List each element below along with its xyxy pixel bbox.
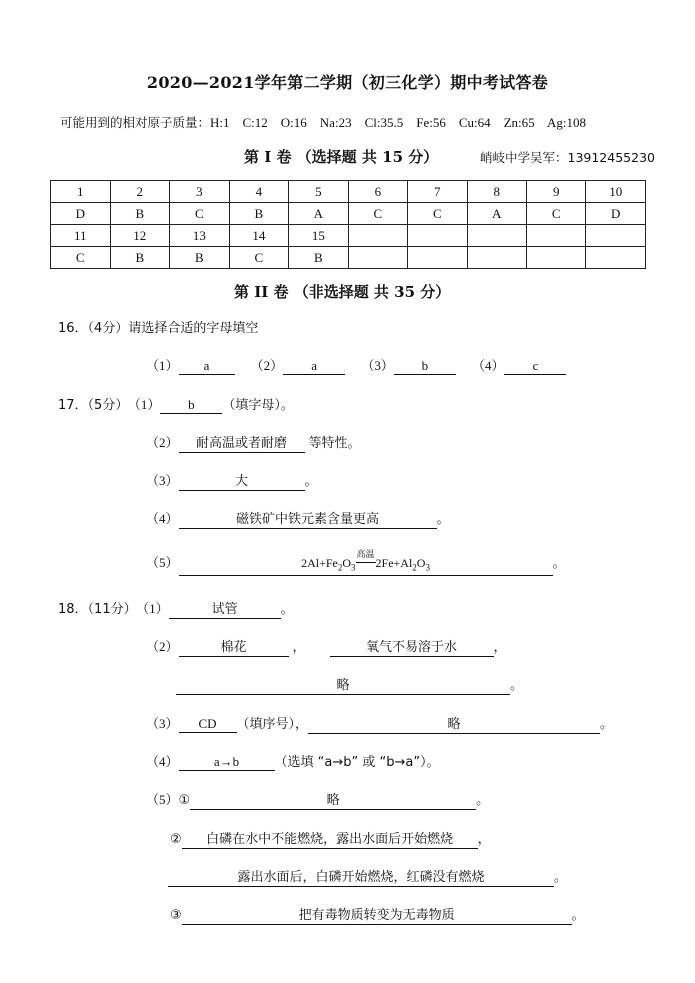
q16-label-1: （1）: [146, 358, 179, 373]
q17-row2: [146, 432, 361, 453]
table-cell: D: [51, 203, 111, 225]
table-cell: [586, 225, 646, 247]
q18-suffix-5-2b: 。: [554, 870, 568, 885]
table-cell: [526, 247, 585, 269]
table-cell: B: [229, 203, 289, 225]
q18-row2: [146, 636, 507, 657]
table-cell: [348, 225, 407, 247]
q17-row1: [58, 394, 294, 414]
q18-row2c: [176, 674, 523, 695]
q18-answer-2b: 氧气不易溶于水: [330, 640, 494, 657]
table-cell: A: [289, 203, 349, 225]
q16-answer-3: b: [394, 358, 456, 375]
section2-title: 第 II 卷 （非选择题 共 35 分）: [234, 283, 451, 301]
q18-suffix-3b: 。: [600, 717, 614, 732]
table-cell: C: [170, 203, 230, 225]
atomic-masses-label: 可能用到的相对原子质量：: [60, 115, 211, 130]
table-cell: 4: [229, 181, 289, 203]
eq-lhs1: 2Al+Fe: [301, 556, 338, 570]
table-cell: D: [586, 203, 646, 225]
eq-rhs1: 2Fe+Al: [375, 556, 413, 570]
q17-heading: 17．（5分）: [58, 398, 129, 413]
eq-rhs-sub2: 3: [425, 562, 430, 573]
table-cell: 15: [289, 225, 349, 247]
table-cell: [408, 247, 467, 269]
q17-label-1: （1）: [134, 397, 161, 412]
q18-suffix-5-2: ，: [477, 832, 491, 847]
q17-label-2: （2）: [146, 435, 179, 450]
q17-row4: [146, 508, 450, 529]
table-row: [51, 247, 646, 269]
q17-suffix-2: 等特性。: [308, 436, 361, 451]
table-cell: 1: [51, 181, 111, 203]
q17-answer-4: 磁铁矿中铁元素含量更高: [179, 512, 437, 529]
table-cell: B: [289, 247, 349, 269]
table-cell: B: [110, 247, 170, 269]
table-cell: C: [348, 203, 407, 225]
section1-title: 第 I 卷 （选择题 共 15 分）: [244, 148, 439, 166]
q18-answer-5-2b: 露出水面后，白磷开始燃烧，红磷没有燃烧: [168, 870, 554, 887]
table-cell: 6: [348, 181, 407, 203]
q18-row5-1: [146, 789, 489, 810]
eq-arrow: [356, 562, 376, 563]
table-cell: C: [51, 247, 111, 269]
eq-condition-arrow: [356, 549, 376, 572]
eq-rhs-sub1: 2: [412, 562, 417, 573]
table-cell: 7: [408, 181, 467, 203]
q16-answer-2: a: [283, 358, 345, 375]
table-cell: 11: [51, 225, 111, 247]
q18-heading: 18．（11分）: [58, 602, 137, 617]
q17-label-5: （5）: [146, 555, 179, 570]
q18-answer-3b: 略: [308, 717, 600, 734]
q17-suffix-3: 。: [304, 474, 318, 489]
q17-row5: [146, 549, 566, 576]
q17-answer-5: [179, 549, 553, 576]
circled-1: ①: [178, 793, 191, 808]
q18-answer-2c: 略: [176, 678, 510, 695]
table-cell: [467, 247, 526, 269]
q16-answers: [146, 355, 566, 375]
table-cell: 12: [110, 225, 170, 247]
table-row: [51, 181, 646, 203]
circled-3: ③: [170, 908, 182, 923]
table-cell: B: [170, 247, 230, 269]
q18-label-3: （3）: [146, 716, 179, 731]
q18-answer-5-3: 把有毒物质转变为无毒物质: [182, 908, 572, 925]
table-cell: 2: [110, 181, 170, 203]
table-cell: 14: [229, 225, 289, 247]
q17-suffix-4: 。: [436, 512, 450, 527]
table-cell: 3: [170, 181, 230, 203]
q17-label-4: （4）: [146, 511, 179, 526]
q18-suffix-2c: 。: [510, 678, 524, 693]
q17-row3: [146, 470, 318, 491]
q18-label-1: （1）: [142, 601, 169, 616]
q18-suffix-5-1: 。: [476, 793, 490, 808]
eq-rhs2: O: [416, 556, 426, 570]
table-cell: [586, 247, 646, 269]
author-contact: 峭岐中学吴军：13912455230: [480, 150, 655, 165]
q18-answer-1: 试管: [169, 602, 281, 619]
table-cell: C: [526, 203, 585, 225]
q16-answer-4: c: [504, 358, 566, 375]
q18-answer-5-2: 白磷在水中不能燃烧，露出水面后开始燃烧: [182, 832, 478, 849]
eq-condition: 高温: [356, 549, 375, 559]
q18-label-2: （2）: [146, 639, 179, 654]
page-title: 2020—2021学年第二学期（初三化学）期中考试答卷: [146, 73, 549, 92]
q17-answer-1: b: [160, 397, 222, 414]
table-cell: [348, 247, 407, 269]
q18-sep-2b: ，: [493, 640, 507, 655]
table-cell: [526, 225, 585, 247]
q16-label-4: （4）: [471, 358, 505, 373]
table-cell: 10: [586, 181, 646, 203]
eq-lhs-sub2: 3: [351, 562, 356, 573]
q16-label-2: （2）: [250, 358, 284, 373]
q18-row3: [146, 713, 613, 734]
table-cell: 8: [467, 181, 526, 203]
table-cell: A: [467, 203, 526, 225]
q18-label-5: （5）: [146, 792, 179, 807]
table-cell: [408, 225, 467, 247]
q18-answer-2a: 棉花: [179, 640, 289, 657]
q18-suffix-3a: （填序号），: [236, 717, 309, 732]
q18-answer-3a: CD: [179, 716, 237, 733]
table-cell: 13: [170, 225, 230, 247]
circled-2: ②: [170, 832, 182, 847]
q16-label-3: （3）: [361, 358, 394, 373]
q18-answer-5-1: 略: [190, 793, 476, 810]
q18-label-4: （4）: [146, 754, 179, 769]
q18-row1: [58, 598, 294, 619]
q17-answer-2: 耐高温或者耐磨: [179, 436, 305, 453]
table-cell: [467, 225, 526, 247]
eq-lhs2: O: [342, 556, 352, 570]
table-cell: C: [408, 203, 467, 225]
q17-label-3: （3）: [146, 473, 179, 488]
eq-lhs-sub1: 2: [337, 562, 343, 573]
table-cell: C: [229, 247, 289, 269]
q18-suffix-4: （选填 “a→b” 或 “b→a”）。: [274, 755, 440, 770]
q17-suffix-5: 。: [552, 556, 566, 571]
table-cell: 9: [526, 181, 585, 203]
q18-suffix-5-3: 。: [571, 908, 585, 923]
q18-row5-2: [170, 828, 491, 849]
table-cell: B: [110, 203, 170, 225]
q18-answer-4: a→b: [179, 754, 275, 771]
table-cell: 5: [289, 181, 349, 203]
atomic-masses: [60, 113, 586, 131]
q16-heading: 16．（4分）请选择合适的字母填空: [58, 321, 259, 336]
answer-table: [50, 180, 646, 269]
q18-row4: [146, 751, 440, 771]
q18-row5-2b: [168, 866, 567, 887]
q18-row5-3: [170, 904, 585, 925]
q17-suffix-1: （填字母）。: [222, 398, 294, 413]
q18-sep-2: ，: [292, 640, 306, 655]
q17-answer-3: 大: [179, 474, 305, 491]
q16-answer-1: a: [179, 358, 235, 375]
table-row: [51, 203, 646, 225]
atomic-masses-values: H:1 C:12 O:16 Na:23 Cl:35.5 Fe:56 Cu:64 Zn:65 Ag:108: [210, 115, 586, 130]
q18-suffix-1: 。: [280, 602, 294, 617]
table-row: [51, 225, 646, 247]
